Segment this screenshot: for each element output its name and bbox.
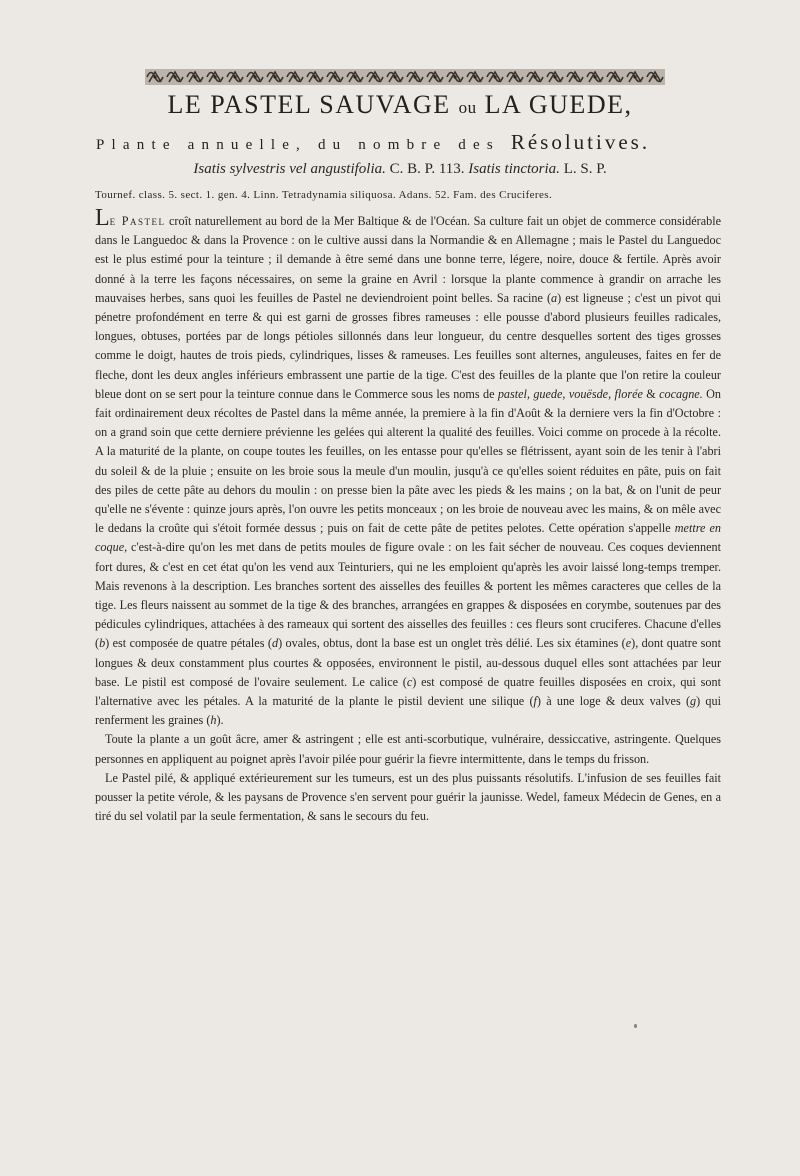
title-part-1: LE PASTEL SAUVAGE	[167, 90, 451, 119]
drop-cap: L	[95, 205, 110, 231]
latin-name-1: Isatis sylvestris vel angustifolia.	[193, 161, 386, 177]
page-title	[0, 90, 800, 120]
latin-ref-1: C. B. P. 113.	[389, 161, 465, 177]
first-word: e Pastel	[109, 214, 166, 228]
article-body	[95, 205, 721, 827]
common-names: pastel, guede, vouësde, florée	[497, 386, 643, 401]
title-connector: ou	[458, 98, 477, 117]
paragraph-uses: Le Pastel pilé, & appliqué extérieurement sur les tumeurs, est un des plus puissants résolutifs. L'infusion de ses feuilles fait pousser la petite vérole, & les paysans de Provence s'en servent pour guérir la jaunisse. Wedel, fameux Médecin de Genes, en a tiré du sel volatil par la seule fermentation, & sans le secours du feu.	[95, 770, 721, 824]
decorative-border-ornament	[145, 66, 665, 88]
subtitle-emphasis: Résolutives.	[510, 130, 651, 154]
latin-synonyms	[0, 161, 800, 178]
title-part-2: LA GUEDE,	[484, 90, 633, 119]
paper-speck	[634, 1024, 637, 1028]
process-term: mettre en coque,	[95, 521, 721, 555]
latin-name-2: Isatis tinctoria.	[468, 161, 560, 177]
classification-references: Tournef. class. 5. sect. 1. gen. 4. Linn. Tetradynamia siliquosa. Adans. 52. Fam. des Cruciferes.	[95, 189, 553, 201]
paragraph-description: Le Pastel croît naturellement au bord de la Mer Baltique & de l'Océan. Sa culture fait un objet de commerce considérable dans le Languedoc & dans la Provence : on le cultive aussi dans la Normandie & en Allemagne ; mais le Pastel du Languedoc est le plus estimé pour la teinture ; il demande à être semé dans une bonne terre, légere, noire, douce & fertile. Après avoir donné à la terre les façons nécessaires, on seme la graine en Avril : lorsque la plante commence à grandir on arrache les mauvaises herbes, sans quoi les feuilles de Pastel ne deviendroient point belles. Sa racine (a) est ligneuse ; c'est un pivot qui pénetre profondément en terre & qui est garni de grosses fibres rameuses : elle pousse d'abord plusieurs feuilles radicales, longues, obtuses, portées par de longs pétioles sillonnés dans leur longueur, du centre desquelles sortent des tiges grosses comme le doigt, hautes de trois pieds, cylindriques, lisses & rameuses. Les feuilles sont alternes, anguleuses, faites en fer de fleche, dont les deux angles inférieurs embrassent une partie de la tige. C'est des feuilles de la plante que l'on retire la couleur bleue dont on se sert pour la teinture connue dans le Commerce sous les noms de pastel, guede, vouësde, florée & cocagne. On fait ordinairement deux récoltes de Pastel dans la même année, la premiere à la fin d'Août & la derniere vers la fin d'Octobre : on a grand soin que cette derniere prévienne les gelées qui alterent la qualité des feuilles. Voici comme on procede à la récolte. A la maturité de la plante, on coupe toutes les feuilles, on les entasse pour qu'elles se flétrissent, ayant soin de les tenir à l'abri du soleil & de la pluie ; ensuite on les broie sous la meule d'un moulin, jusqu'à ce qu'elles soient réduites en pâte, puis on fait des piles de cette pâte au dehors du moulin : on presse bien la pâte avec les pieds & les mains ; on la bat, & on l'unit de peur qu'elle ne s'évente : quinze jours après, l'on ouvre les petits monceaux ; on les broie de nouveau avec les mains, & on mêle avec le dedans la croûte qui s'étoit formée dessus ; puis on fait de cette pâte de petites pelotes. Cette opération s'appelle mettre en coque, c'est-à-dire qu'on les met dans de petits moules de figure ovale : on les fait sécher de nouveau. Ces coques deviennent fort dures, & c'est en cet état qu'on les vend aux Teinturiers, qui ne les emploient qu'après les avoir laissé long-temps tremper. Mais revenons à la description. Les branches sortent des aisselles des feuilles & portent les mêmes caracteres que celles de la tige. Les fleurs naissent au sommet de la tige & des branches, arrangées en grappes & disposées en corymbe, soutenues par des pédicules cylindriques, attachées à des rameaux qui sortent des aisselles des feuilles : ces fleurs sont cruciferes. Chacune d'elles (b) est composée de quatre pétales (d) ovales, obtus, dont la base est un onglet très délié. Les six étamines (e), dont quatre sont longues & deux constamment plus courtes & opposées, environnent le pistil, au-dessous duquel elles sont attachées par leur base. Le pistil est composé de l'ovaire seulement. Le calice (c) est composé de quatre feuilles disposées en croix, qui sont l'alternative avec les pétales. A la maturité de la plante le pistil devient une silique (f) à une loge & deux valves (g) qui renferment les graines (h).	[95, 205, 721, 728]
latin-ref-2: L. S. P.	[563, 161, 607, 177]
plant-subtitle	[96, 130, 736, 155]
subtitle-prefix: Plante annuelle, du nombre des	[96, 137, 500, 153]
paragraph-properties: Toute la plante a un goût âcre, amer & astringent ; elle est anti-scorbutique, vulnéraire, dessiccative, astringente. Quelques personnes en appliquent au poignet après l'avoir pilée pour guérir la fievre intermittente, dans le temps du frisson.	[95, 732, 721, 766]
